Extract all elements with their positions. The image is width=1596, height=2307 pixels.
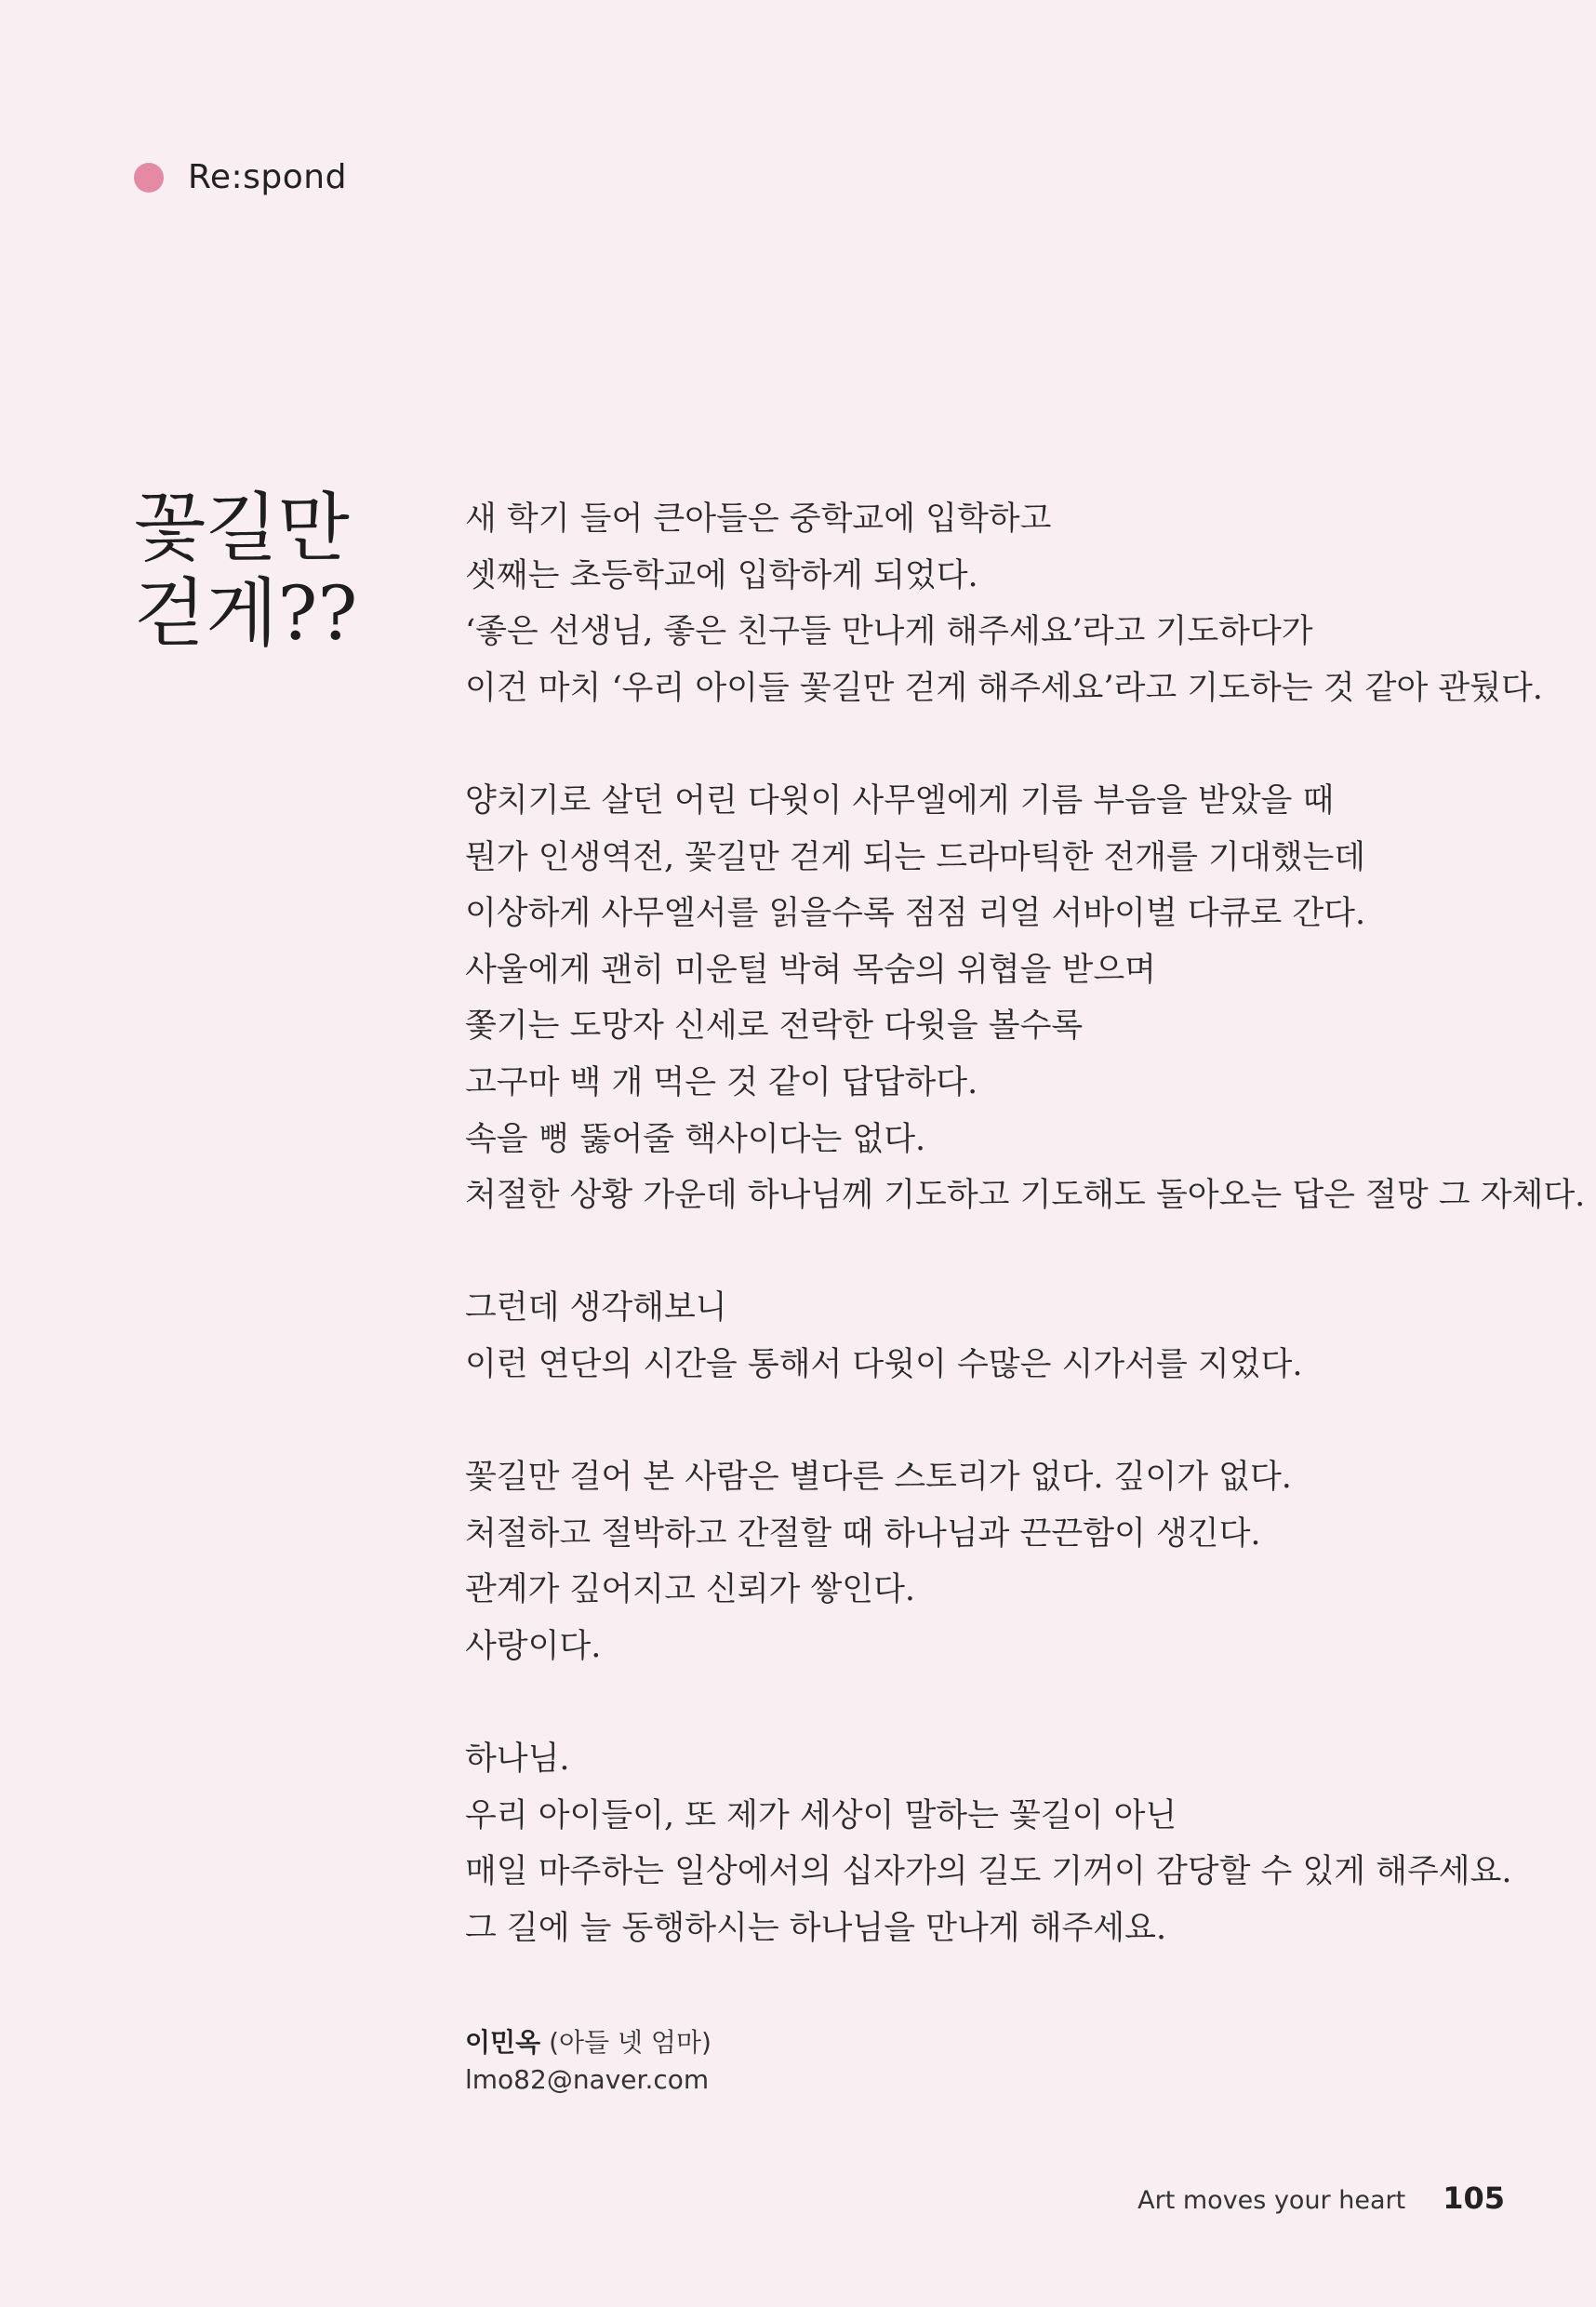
paragraph xyxy=(465,1731,1516,1956)
paragraph-gap xyxy=(465,716,1516,773)
body-line: 그런데 생각해보니 xyxy=(465,1289,727,1327)
author-info xyxy=(465,2024,712,2099)
paragraph xyxy=(465,491,1543,716)
body-line: 고구마 백 개 먹은 것 같이 답답하다. xyxy=(465,1063,978,1101)
author-role: (아들 넷 엄마) xyxy=(549,2027,712,2058)
body-line: 사울에게 괜히 미운털 박혀 목숨의 위협을 받으며 xyxy=(465,951,1156,989)
body-line: 꽃길만 걸어 본 사람은 별다른 스토리가 없다. 깊이가 없다. xyxy=(465,1459,1292,1497)
body-line: 쫓기는 도망자 신세로 전락한 다윗을 볼수록 xyxy=(465,1007,1084,1046)
title-line: 걷게?? xyxy=(134,570,358,657)
body-line: 속을 뻥 뚫어줄 핵사이다는 없다. xyxy=(465,1120,926,1158)
body-line: 처절한 상황 가운데 하나님께 기도하고 기도해도 돌아오는 답은 절망 그 자체다. xyxy=(465,1177,1586,1215)
paragraph xyxy=(465,1449,1516,1674)
article-title xyxy=(134,486,404,657)
author-email: lmo82@naver.com xyxy=(465,2064,710,2095)
body-line: 이런 연단의 시간을 통해서 다윗이 수많은 시가서를 지었다. xyxy=(465,1345,1303,1383)
body-line: 그 길에 늘 동행하시는 하나님을 만나게 해주세요. xyxy=(465,1909,1167,1947)
body-line: 이건 마치 ‘우리 아이들 꽃길만 걷게 해주세요’라고 기도하는 것 같아 관뒀다. xyxy=(465,669,1543,707)
body-line: 이상하게 사무엘서를 읽을수록 점점 리얼 서바이벌 다큐로 간다. xyxy=(465,895,1366,933)
paragraph-gap xyxy=(465,1674,1516,1731)
section-name: Re:spond xyxy=(188,158,347,196)
body-line: 사랑이다. xyxy=(465,1627,602,1665)
body-line: 우리 아이들이, 또 제가 세상이 말하는 꽃길이 아닌 xyxy=(465,1796,1177,1834)
paragraph xyxy=(465,1280,1516,1393)
paragraph-gap xyxy=(465,1224,1516,1281)
section-dot-icon xyxy=(134,163,164,193)
page-footer xyxy=(1137,2180,1505,2216)
page-number: 105 xyxy=(1443,2180,1505,2216)
body-line: 뭔가 인생역전, 꽃길만 걷게 되는 드라마틱한 전개를 기대했는데 xyxy=(465,838,1366,876)
body-line: 하나님. xyxy=(465,1740,570,1779)
body-line: 관계가 깊어지고 신뢰가 쌓인다. xyxy=(465,1571,916,1609)
body-line: 처절하고 절박하고 간절할 때 하나님과 끈끈함이 생긴다. xyxy=(465,1514,1261,1553)
author-name: 이민옥 xyxy=(465,2027,541,2058)
paragraph xyxy=(465,773,1586,1224)
title-line: 꽃길만 xyxy=(134,485,350,571)
body-line: 양치기로 살던 어린 다윗이 사무엘에게 기름 부음을 받았을 때 xyxy=(465,781,1335,820)
paragraph-gap xyxy=(465,1394,1516,1450)
body-line: 매일 마주하는 일상에서의 십자가의 길도 기꺼이 감당할 수 있게 해주세요. xyxy=(465,1853,1512,1891)
body-line: 셋째는 초등학교에 입학하게 되었다. xyxy=(465,556,978,594)
body-line: ‘좋은 선생님, 좋은 친구들 만나게 해주세요’라고 기도하다가 xyxy=(465,613,1313,651)
article-body xyxy=(465,491,1586,1956)
footer-tagline: Art moves your heart xyxy=(1137,2186,1406,2215)
body-line: 새 학기 들어 큰아들은 중학교에 입학하고 xyxy=(465,500,1052,538)
section-label xyxy=(134,158,347,196)
